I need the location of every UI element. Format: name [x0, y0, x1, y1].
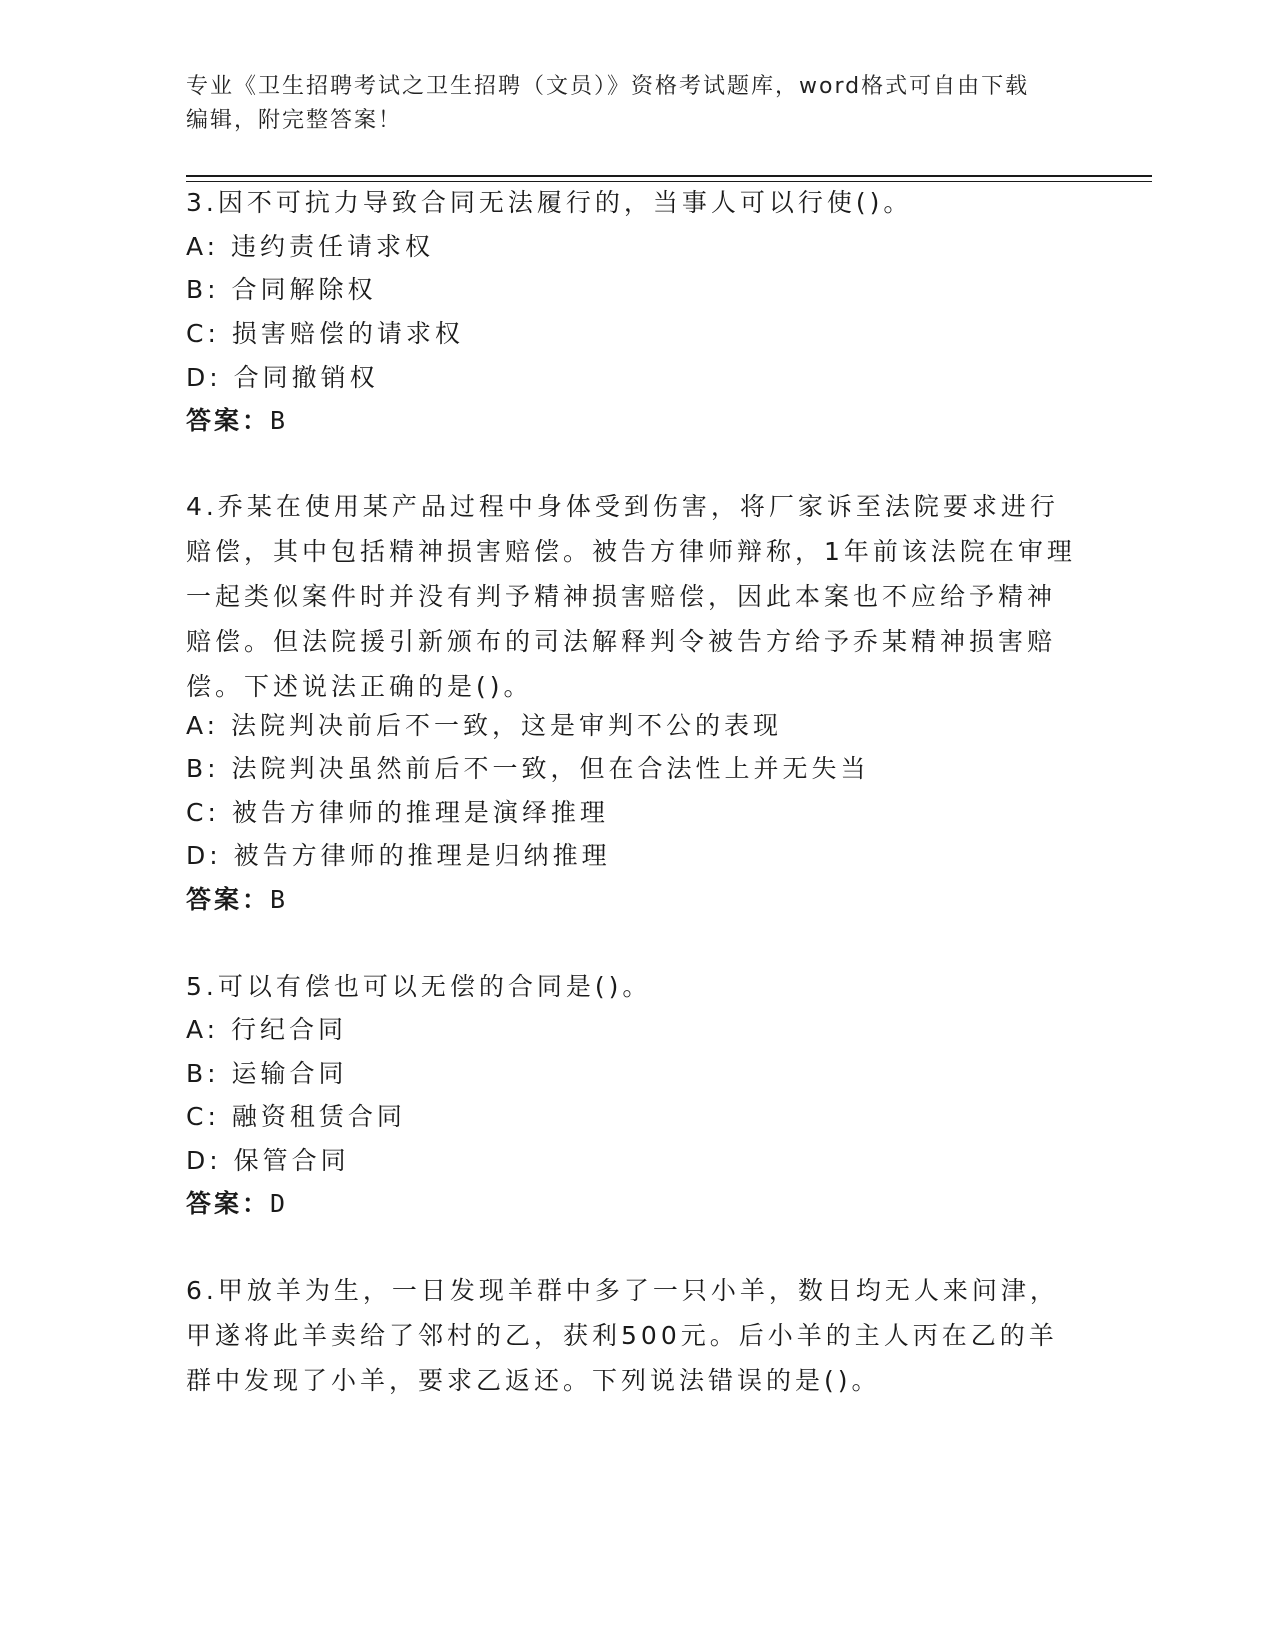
question-6-text	[186, 1268, 1086, 1403]
question-5-answer	[186, 1181, 288, 1226]
question-3-option-c: C: 损害赔偿的请求权	[186, 319, 464, 348]
question-5-option-a: A: 行纪合同	[186, 1015, 348, 1044]
header-line-1: 专业《卫生招聘考试之卫生招聘（文员）》资格考试题库，word格式可自由下载	[186, 74, 1030, 99]
question-4-text	[186, 484, 1086, 709]
question-line: 赔偿。但法院援引新颁布的司法解释判令被告方给予乔某精神损害赔	[186, 627, 1057, 656]
question-4-option-b: B: 法院判决虽然前后不一致，但在合法性上并无失当	[186, 754, 870, 783]
question-line: 4.乔某在使用某产品过程中身体受到伤害，将厂家诉至法院要求进行	[186, 492, 1059, 521]
question-line: 5.可以有偿也可以无偿的合同是()。	[186, 972, 652, 1001]
question-line: 6.甲放羊为生，一日发现羊群中多了一只小羊，数日均无人来问津，	[186, 1276, 1059, 1305]
question-line: 群中发现了小羊，要求乙返还。下列说法错误的是()。	[186, 1366, 881, 1395]
question-5-option-b: B: 运输合同	[186, 1059, 348, 1088]
document-header	[186, 70, 1066, 138]
question-line: 甲遂将此羊卖给了邻村的乙，获利500元。后小羊的主人丙在乙的羊	[186, 1321, 1058, 1350]
header-line-2: 编辑，附完整答案！	[186, 108, 403, 133]
question-4-option-d: D: 被告方律师的推理是归纳推理	[186, 841, 611, 870]
answer-label: 答案：	[186, 1189, 271, 1218]
question-3-option-a: A: 违约责任请求权	[186, 232, 435, 261]
question-5-option-c: C: 融资租赁合同	[186, 1102, 406, 1131]
question-4-answer	[186, 877, 288, 922]
question-5-text	[186, 964, 1086, 1009]
answer-value: D	[270, 1189, 289, 1218]
answer-value: B	[270, 406, 289, 435]
question-3-text	[186, 180, 1086, 225]
answer-value: B	[270, 885, 289, 914]
question-5-option-d: D: 保管合同	[186, 1146, 350, 1175]
question-line: 偿。下述说法正确的是()。	[186, 672, 533, 701]
header-divider-thick	[186, 175, 1152, 177]
answer-label: 答案：	[186, 406, 271, 435]
question-4-option-c: C: 被告方律师的推理是演绎推理	[186, 798, 609, 827]
question-line: 赔偿，其中包括精神损害赔偿。被告方律师辩称，1年前该法院在审理	[186, 537, 1076, 566]
answer-label: 答案：	[186, 885, 271, 914]
question-3-option-b: B: 合同解除权	[186, 275, 377, 304]
question-3-option-d: D: 合同撤销权	[186, 363, 379, 392]
question-3-answer	[186, 398, 288, 443]
question-line: 3.因不可抗力导致合同无法履行的，当事人可以行使()。	[186, 188, 913, 217]
question-4-option-a: A: 法院判决前后不一致，这是审判不公的表现	[186, 711, 783, 740]
question-line: 一起类似案件时并没有判予精神损害赔偿，因此本案也不应给予精神	[186, 582, 1057, 611]
